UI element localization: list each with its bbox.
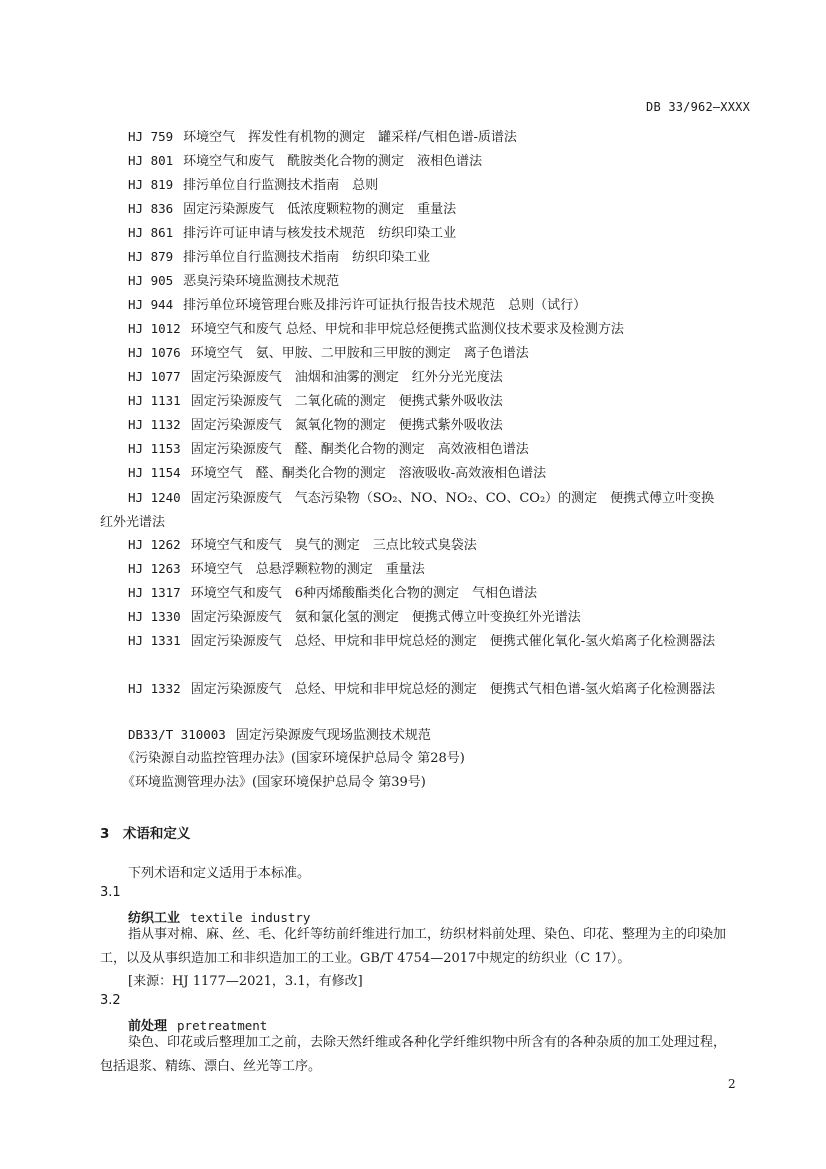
reference-code: HJ 1240 [128,490,181,505]
term-chinese: 前处理 [128,1019,168,1034]
reference-code: HJ 819 [128,177,174,192]
reference-item [122,751,465,767]
reference-title: 排污许可证申请与核发技术规范 纺织印染工业 [183,226,457,241]
reference-code: HJ 944 [128,297,174,312]
reference-item [128,297,586,314]
reference-code: HJ 836 [128,201,174,216]
page-number: 2 [728,1077,736,1091]
reference-code: HJ 1012 [128,321,181,336]
reference-item [128,609,581,626]
reference-code: HJ 1076 [128,345,181,360]
reference-title: 固定污染源废气 醛、酮类化合物的测定 高效液相色谱法 [190,442,529,457]
reference-code: HJ 905 [128,273,174,288]
reference-title: 固定污染源废气 油烟和油雾的测定 红外分光光度法 [190,370,503,385]
reference-code: DB33/T 310003 [128,727,226,742]
reference-item [128,537,477,554]
reference-title: 环境空气和废气 臭气的测定 三点比较式臭袋法 [190,538,477,553]
reference-title: 环境空气和废气 总烃、甲烷和非甲烷总烃便携式监测仪技术要求及检测方法 [190,322,624,337]
reference-code: HJ 801 [128,153,174,168]
term-definition: 指从事对棉、麻、丝、毛、化纤等纺前纤维进行加工，纺织材料前处理、染色、印花、整理为主的印染加工，以及从事织造加工和非织造加工的工业。GB/T 4754—2017中规定的纺织业（C 17）。 [100,927,727,966]
reference-code: HJ 759 [128,129,174,144]
reference-title: 环境空气 挥发性有机物的测定 罐采样/气相色谱-质谱法 [183,130,517,145]
reference-title: 环境空气 醛、酮类化合物的测定 溶液吸收-高效液相色谱法 [190,466,547,481]
reference-item [100,486,727,534]
reference-item [128,465,546,482]
reference-item [100,629,727,654]
reference-item [100,677,727,702]
term-definition: 染色、印花或后整理加工之前，去除天然纤维或各种化学纤维织物中所含有的各种杂质的加工处理过程，包括退浆、精练、漂白、丝光等工序。 [100,1035,727,1074]
reference-code: HJ 1154 [128,465,181,480]
reference-code: HJ 861 [128,225,174,240]
reference-code: HJ 1262 [128,537,181,552]
reference-item [128,417,503,434]
reference-item [128,369,503,386]
reference-item [128,727,431,744]
reference-title: 恶臭污染环境监测技术规范 [183,274,340,289]
section-heading: 3 术语和定义 [100,826,191,842]
term-number: 3.2 [100,993,121,1008]
term-chinese: 纺织工业 [128,911,181,926]
reference-title: 固定污染源废气 低浓度颗粒物的测定 重量法 [183,202,457,217]
reference-title: 固定污染源废气现场监测技术规范 [235,728,431,743]
reference-title: 环境空气和废气 6种丙烯酸酯类化合物的测定 气相色谱法 [190,586,537,601]
reference-code: HJ 1132 [128,417,181,432]
reference-item [128,153,482,170]
reference-item [128,249,430,266]
reference-title: 固定污染源废气 氨和氯化氢的测定 便携式傅立叶变换红外光谱法 [190,610,581,625]
reference-code: HJ 1077 [128,369,181,384]
reference-item [128,441,529,458]
reference-item [128,561,425,578]
term-english: textile industry [190,910,311,925]
reference-item [128,585,537,602]
reference-title: 环境空气 氨、甲胺、二甲胺和三甲胺的测定 离子色谱法 [190,346,529,361]
term-english: pretreatment [177,1018,268,1033]
reference-title: 《污染源自动监控管理办法》(国家环境保护总局令 第28号) [122,751,465,766]
reference-title: 排污单位环境管理台账及排污许可证执行报告技术规范 总则（试行） [183,298,587,313]
reference-title: 固定污染源废气 总烃、甲烷和非甲烷总烃的测定 便携式催化氧化-氢火焰离子化检测器法 [190,634,716,649]
reference-title: 排污单位自行监测技术指南 总则 [183,178,379,193]
reference-item [128,201,456,218]
reference-item [128,273,339,290]
reference-code: HJ 1332 [128,681,181,696]
term-number: 3.1 [100,885,121,900]
header-standard-code: DB 33/962—XXXX [646,100,750,114]
reference-title: 环境空气 总悬浮颗粒物的测定 重量法 [190,562,425,577]
section-intro: 下列术语和定义适用于本标准。 [128,866,311,881]
reference-code: HJ 1331 [128,633,181,648]
reference-item [128,321,624,338]
reference-title: 排污单位自行监测技术指南 纺织印染工业 [183,250,431,265]
reference-item [128,177,378,194]
reference-code: HJ 1131 [128,393,181,408]
reference-title: 固定污染源废气 总烃、甲烷和非甲烷总烃的测定 便携式气相色谱-氢火焰离子化检测器法 [190,682,716,697]
reference-code: HJ 1263 [128,561,181,576]
reference-item [128,129,517,146]
reference-item [128,345,529,362]
reference-item [122,775,426,791]
reference-title: 固定污染源废气 气态污染物（SO₂、NO、NO₂、CO、CO₂）的测定 便携式傅立叶变换红外光谱法 [100,491,715,530]
reference-code: HJ 1153 [128,441,181,456]
reference-title: 《环境监测管理办法》(国家环境保护总局令 第39号) [122,775,426,790]
reference-code: HJ 1330 [128,609,181,624]
reference-item [128,393,503,410]
reference-item [128,225,456,242]
reference-code: HJ 879 [128,249,174,264]
reference-title: 固定污染源废气 氮氧化物的测定 便携式紫外吸收法 [190,418,503,433]
reference-code: HJ 1317 [128,585,181,600]
term-source: [来源：HJ 1177—2021，3.1，有修改] [128,974,363,989]
reference-title: 环境空气和废气 酰胺类化合物的测定 液相色谱法 [183,154,483,169]
reference-title: 固定污染源废气 二氧化硫的测定 便携式紫外吸收法 [190,394,503,409]
